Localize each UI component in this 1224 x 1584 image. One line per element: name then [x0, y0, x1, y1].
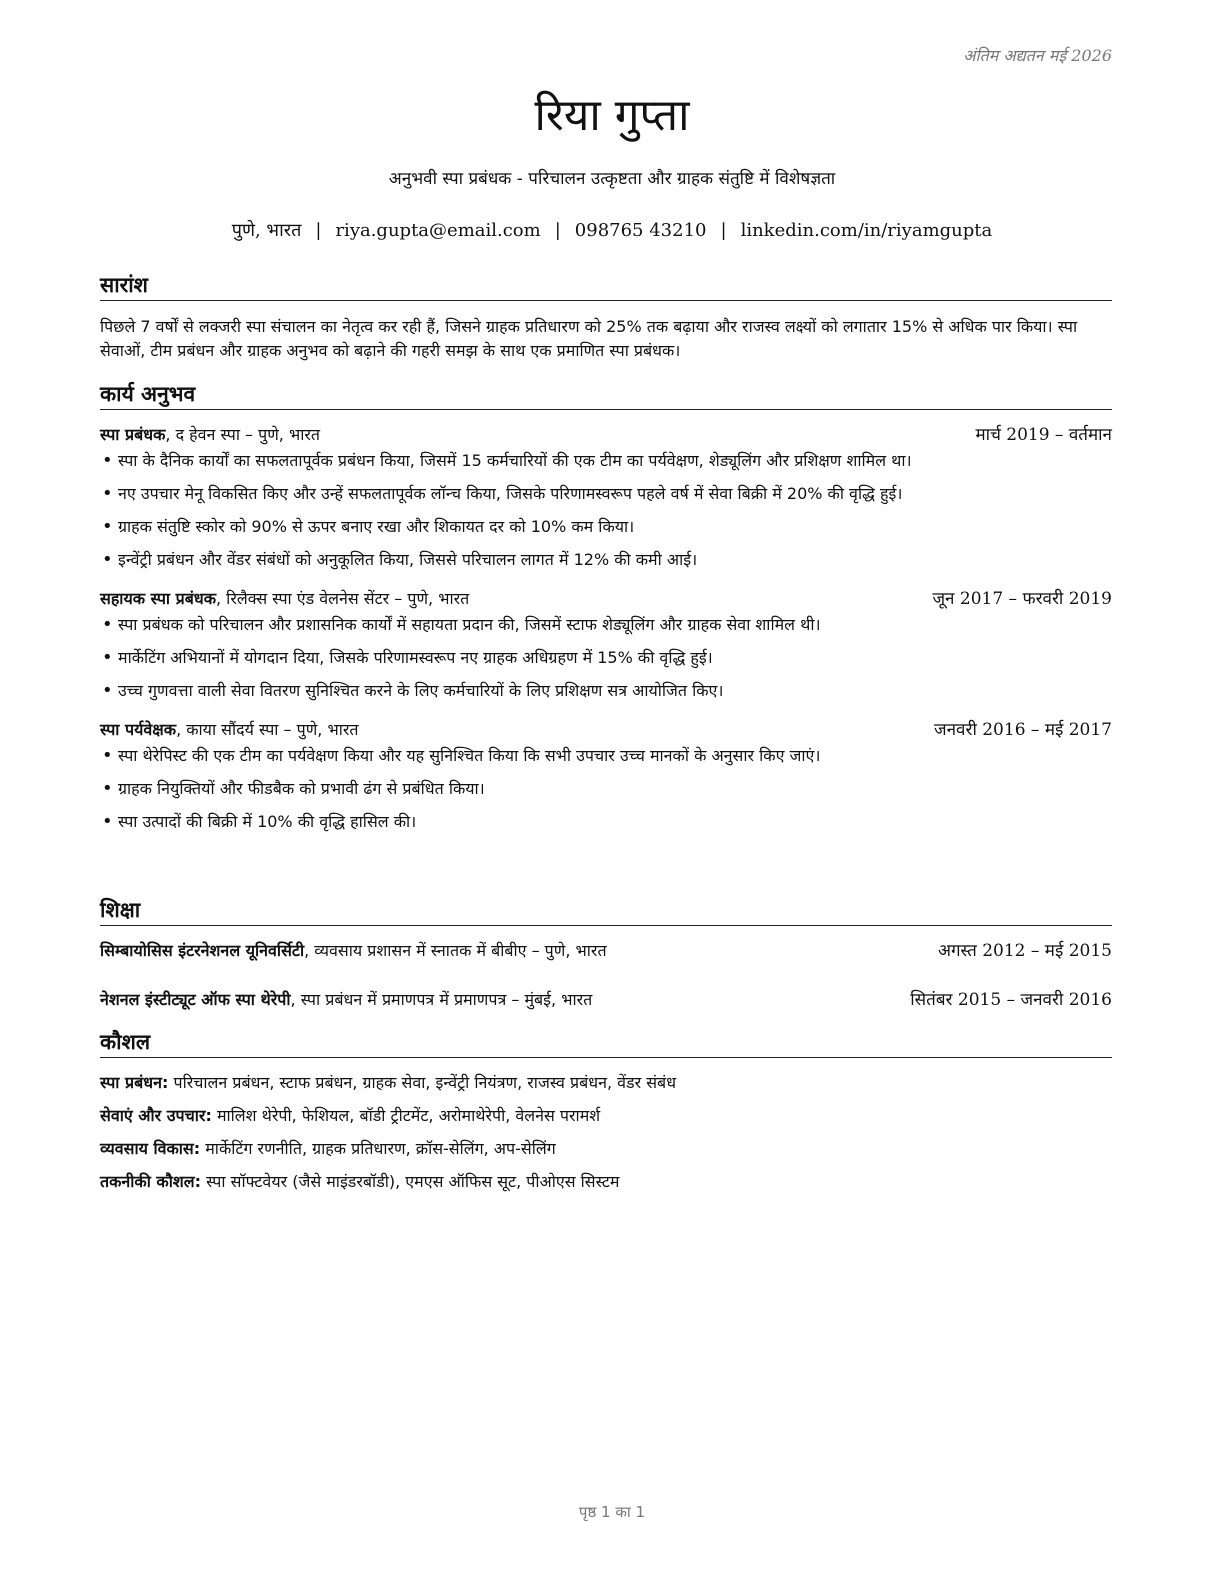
job-entry	[100, 588, 1112, 702]
bullet-item: • स्पा प्रबंधक को परिचालन और प्रशासनिक कार्यों में सहायता प्रदान की, जिसमें स्टाफ शेड्यूलिंग और ग्राहक सेवा शामिल थी।	[100, 614, 1112, 636]
skill-value: परिचालन प्रबंधन, स्टाफ प्रबंधन, ग्राहक सेवा, इन्वेंट्री नियंत्रण, राजस्व प्रबंधन, वेंडर संबंध	[168, 1073, 677, 1092]
skill-row	[100, 1072, 1112, 1094]
experience-section	[100, 381, 1112, 844]
bullet-item: • उच्च गुणवत्ता वाली सेवा वितरण सुनिश्चित करने के लिए कर्मचारियों के लिए प्रशिक्षण सत्र आयोजित किए।	[100, 680, 1112, 702]
job-bullets	[100, 450, 1112, 571]
bullet-item: • नए उपचार मेनू विकसित किए और उन्हें सफलतापूर्वक लॉन्च किया, जिसके परिणामस्वरूप पहले वर्ष में सेवा बिक्री में 20% की वृद्धि हुई।	[100, 483, 1112, 505]
page-number: पृष्ठ 1 का 1	[578, 1503, 646, 1521]
last-updated-note: अंतिम अद्यतन मई 2026	[963, 46, 1112, 65]
job-bullets	[100, 614, 1112, 702]
degree-detail: , व्यवसाय प्रशासन में स्नातक में बीबीए – पुणे, भारत	[304, 941, 607, 960]
skill-label: स्पा प्रबंधन:	[100, 1073, 169, 1092]
candidate-name: रिया गुप्ता	[534, 90, 690, 141]
experience-heading: कार्य अनुभव	[100, 381, 1112, 410]
bullet-item: • स्पा उत्पादों की बिक्री में 10% की वृद्धि हासिल की।	[100, 811, 1112, 833]
contact-linkedin[interactable]: linkedin.com/in/riyamgupta	[740, 220, 993, 241]
summary-text: पिछले 7 वर्षों से लक्जरी स्पा संचालन का नेतृत्व कर रही हैं, जिसने ग्राहक प्रतिधारण को 25% तक बढ़ाया और राजस्व लक्ष्यों को लगातार 15% से अधिक पार किया। स्पा सेवाओं, टीम प्रबंधन और ग्राहक अनुभव को बढ़ाने की गहरी समझ के साथ एक प्रमाणित स्पा प्रबंधक।	[100, 317, 1078, 360]
education-heading: शिक्षा	[100, 897, 1112, 926]
education-line	[100, 989, 592, 1011]
job-bullets	[100, 745, 1112, 833]
education-dates: अगस्त 2012 – मई 2015	[937, 941, 1112, 961]
job-title: स्पा प्रबंधक	[100, 425, 166, 444]
skill-label: व्यवसाय विकास:	[100, 1139, 201, 1158]
job-title-line	[100, 424, 320, 446]
job-entry	[100, 424, 1112, 571]
job-title-line	[100, 719, 359, 741]
job-title: स्पा पर्यवेक्षक	[100, 720, 177, 739]
job-header	[100, 719, 1112, 741]
contact-separator: |	[315, 220, 322, 241]
skills-section	[100, 1029, 1112, 1204]
degree-detail: , स्पा प्रबंधन में प्रमाणपत्र में प्रमाणपत्र – मुंबई, भारत	[290, 990, 593, 1009]
skill-value: मालिश थेरेपी, फेशियल, बॉडी ट्रीटमेंट, अरोमाथेरेपी, वेलनेस परामर्श	[211, 1106, 601, 1125]
bullet-item: • स्पा थेरेपिस्ट की एक टीम का पर्यवेक्षण किया और यह सुनिश्चित किया कि सभी उपचार उच्च मानकों के अनुसार किए जाएं।	[100, 745, 1112, 767]
bullet-item: • ग्राहक नियुक्तियों और फीडबैक को प्रभावी ढंग से प्रबंधित किया।	[100, 778, 1112, 800]
job-entry	[100, 719, 1112, 833]
job-dates: मार्च 2019 – वर्तमान	[975, 425, 1112, 445]
job-org: , द हेवन स्पा – पुणे, भारत	[165, 425, 321, 444]
education-dates: सितंबर 2015 – जनवरी 2016	[910, 990, 1112, 1010]
tagline: अनुभवी स्पा प्रबंधक - परिचालन उत्कृष्टता और ग्राहक संतुष्टि में विशेषज्ञता	[388, 169, 836, 189]
contact-email[interactable]: riya.gupta@email.com	[335, 220, 541, 241]
skills-heading: कौशल	[100, 1029, 1112, 1058]
education-line	[100, 940, 607, 962]
contact-phone[interactable]: 098765 43210	[574, 220, 707, 241]
contact-location: पुणे, भारत	[231, 220, 302, 241]
job-org: , काया सौंदर्य स्पा – पुणे, भारत	[176, 720, 359, 739]
bullet-item: • मार्केटिंग अभियानों में योगदान दिया, जिसके परिणामस्वरूप नए ग्राहक अधिग्रहण में 15% की वृद्धि हुई।	[100, 647, 1112, 669]
skill-label: सेवाएं और उपचार:	[100, 1106, 212, 1125]
job-dates: जून 2017 – फरवरी 2019	[932, 589, 1112, 609]
education-entry	[100, 940, 1112, 962]
summary-heading: सारांश	[100, 272, 1112, 301]
job-title-line	[100, 588, 469, 610]
contact-separator: |	[554, 220, 561, 241]
school-name: सिम्बायोसिस इंटरनेशनल यूनिवर्सिटी	[100, 941, 305, 960]
education-entry	[100, 989, 1112, 1011]
bullet-item: • इन्वेंट्री प्रबंधन और वेंडर संबंधों को अनुकूलित किया, जिससे परिचालन लागत में 12% की कमी आई।	[100, 549, 1112, 571]
bullet-item: • ग्राहक संतुष्टि स्कोर को 90% से ऊपर बनाए रखा और शिकायत दर को 10% कम किया।	[100, 516, 1112, 538]
skill-row	[100, 1138, 1112, 1160]
contact-separator: |	[720, 220, 727, 241]
skill-row	[100, 1171, 1112, 1193]
job-title: सहायक स्पा प्रबंधक	[100, 589, 216, 608]
skill-label: तकनीकी कौशल:	[100, 1172, 201, 1191]
school-name: नेशनल इंस्टीट्यूट ऑफ स्पा थेरेपी	[100, 990, 291, 1009]
job-header	[100, 424, 1112, 446]
education-section	[100, 897, 1112, 1011]
contact-line	[0, 218, 1224, 242]
job-dates: जनवरी 2016 – मई 2017	[933, 720, 1112, 740]
summary-section	[100, 272, 1112, 363]
job-org: , रिलैक्स स्पा एंड वेलनेस सेंटर – पुणे, भारत	[216, 589, 470, 608]
job-header	[100, 588, 1112, 610]
skill-value: मार्केटिंग रणनीति, ग्राहक प्रतिधारण, क्रॉस-सेलिंग, अप-सेलिंग	[200, 1139, 556, 1158]
skill-row	[100, 1105, 1112, 1127]
bullet-item: • स्पा के दैनिक कार्यों का सफलतापूर्वक प्रबंधन किया, जिसमें 15 कर्मचारियों की एक टीम का पर्यवेक्षण, शेड्यूलिंग और प्रशिक्षण शामिल था।	[100, 450, 1112, 472]
skill-value: स्पा सॉफ्टवेयर (जैसे माइंडरबॉडी), एमएस ऑफिस सूट, पीओएस सिस्टम	[201, 1172, 620, 1191]
